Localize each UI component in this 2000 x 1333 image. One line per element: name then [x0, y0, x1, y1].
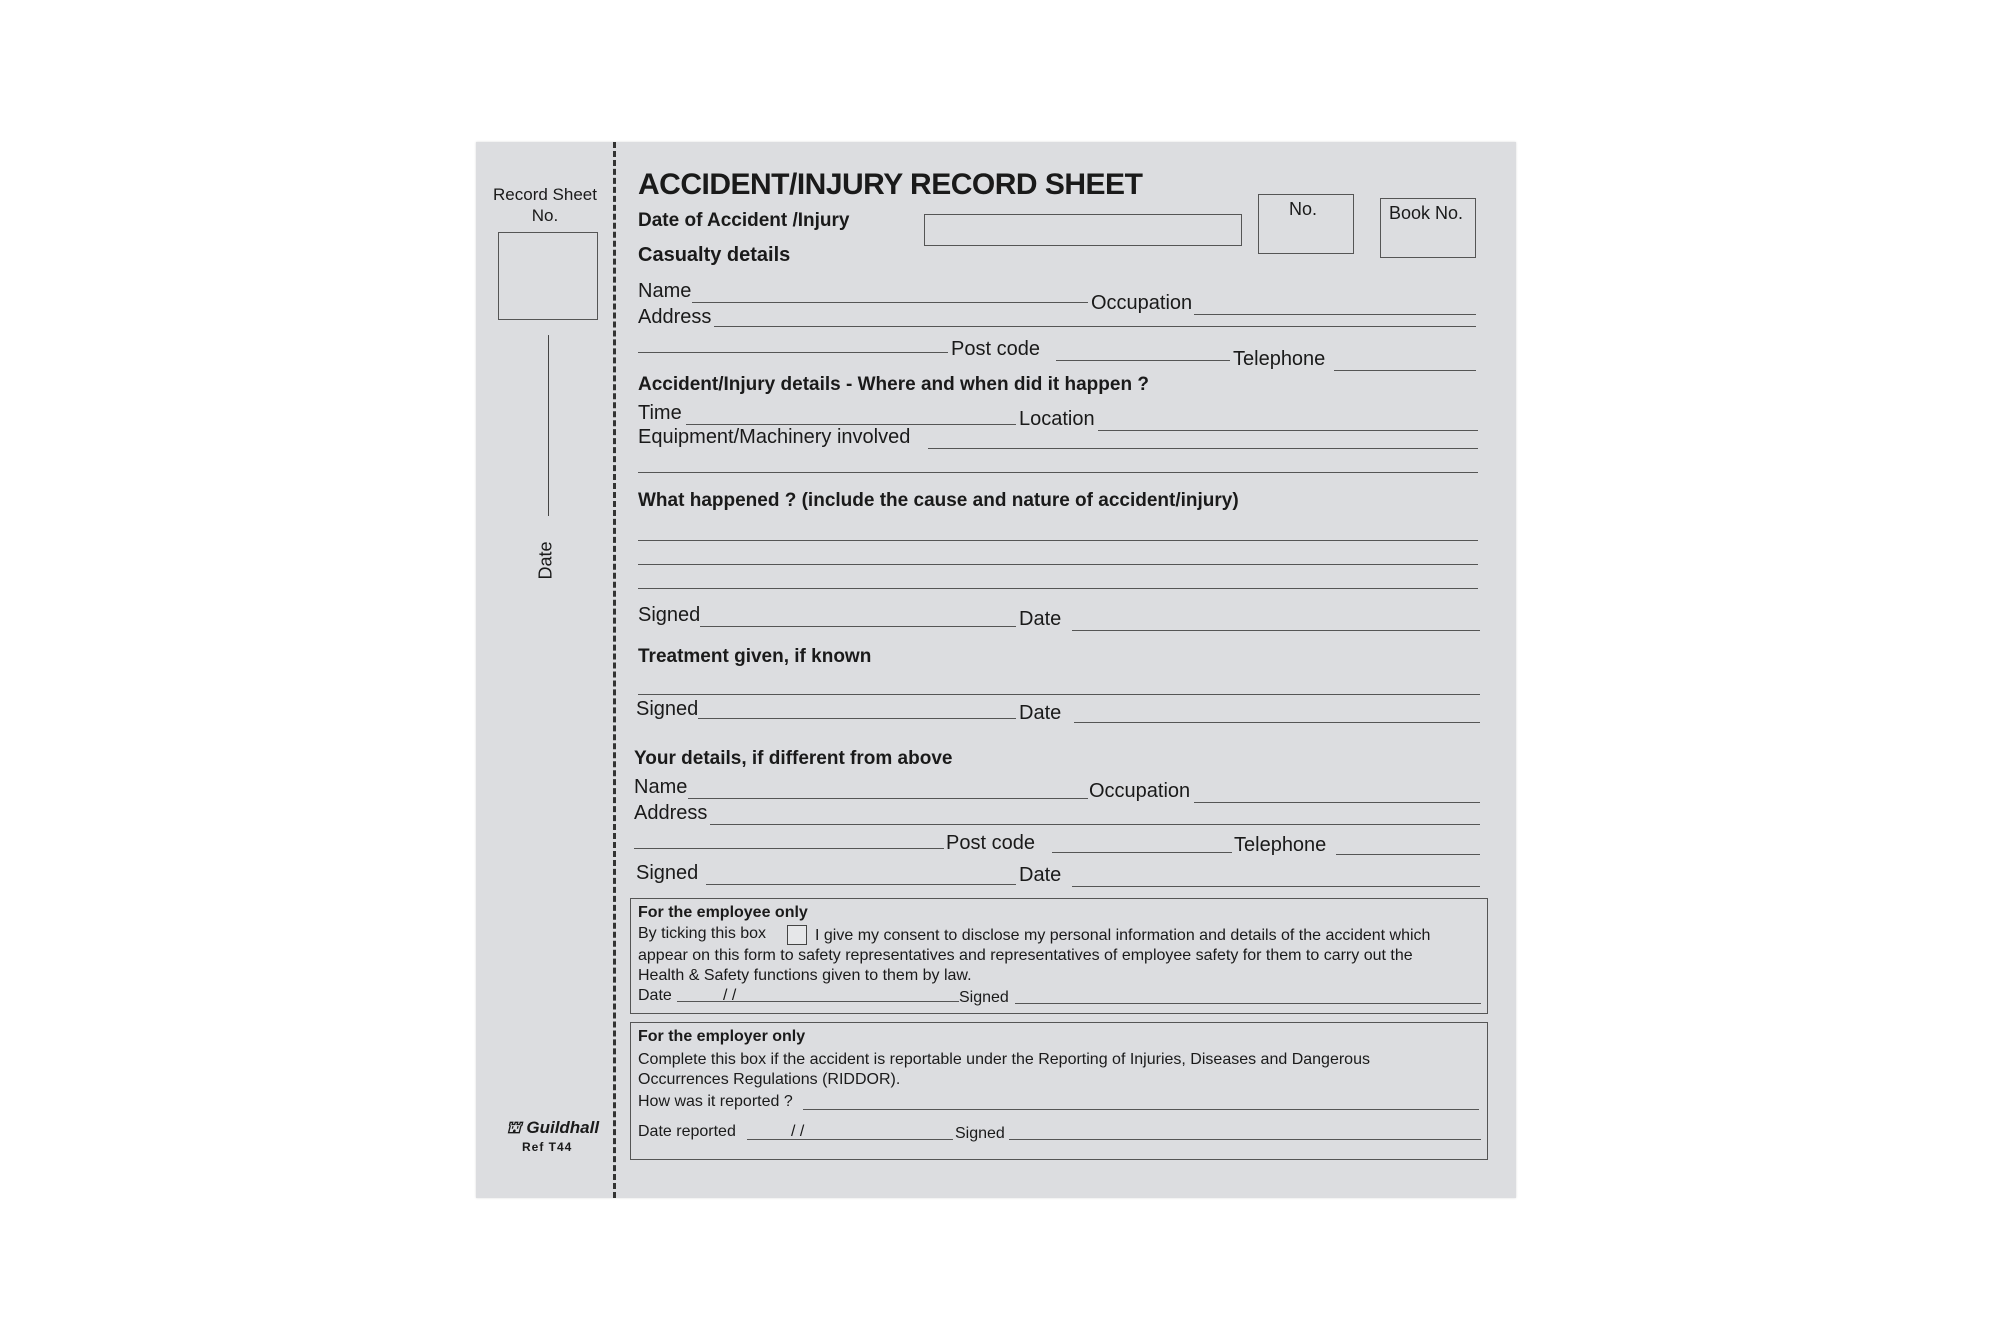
accident-time-label: Time [638, 402, 682, 424]
what-happened-signed-label: Signed [638, 604, 701, 626]
your-name-field[interactable] [688, 798, 1088, 799]
number-label: No. [1289, 199, 1318, 219]
casualty-address-field[interactable] [714, 326, 1476, 327]
casualty-telephone-field[interactable] [1334, 370, 1476, 371]
accident-location-field[interactable] [1098, 430, 1478, 431]
casualty-occupation-label: Occupation [1091, 292, 1193, 314]
what-happened-date-label: Date [1019, 608, 1062, 630]
accident-location-label: Location [1019, 408, 1095, 430]
what-happened-heading: What happened ? (include the cause and nature of accident/injury) [638, 490, 1239, 511]
stub-record-number-box[interactable] [498, 232, 598, 320]
what-happened-line-2[interactable] [638, 564, 1478, 565]
employer-line-2: Occurrences Regulations (RIDDOR). [638, 1071, 901, 1088]
casualty-name-label: Name [638, 280, 692, 302]
your-signed-label: Signed [636, 862, 699, 884]
treatment-signed-field[interactable] [698, 718, 1016, 719]
brand-logo: ⛫ Guildhall [506, 1118, 600, 1137]
accident-time-field[interactable] [686, 424, 1016, 425]
treatment-heading: Treatment given, if known [638, 646, 872, 667]
treatment-signed-label: Signed [636, 698, 699, 720]
employer-heading: For the employer only [638, 1028, 806, 1045]
employer-riddor-panel [630, 1022, 1488, 1160]
accident-details-heading: Accident/Injury details - Where and when did it happen ? [638, 374, 1149, 395]
brand-ref: Ref T44 [522, 1140, 573, 1154]
what-happened-date-field[interactable] [1072, 630, 1480, 631]
your-details-heading: Your details, if different from above [634, 748, 953, 769]
your-address-field[interactable] [710, 824, 1480, 825]
your-telephone-label: Telephone [1234, 834, 1327, 856]
your-name-label: Name [634, 776, 688, 798]
employee-consent-line-2: appear on this form to safety representatives and representatives of employee safety for them to carry out the [638, 947, 1413, 964]
accident-equipment-label: Equipment/Machinery involved [638, 426, 911, 448]
page-title: ACCIDENT/INJURY RECORD SHEET [638, 168, 1143, 201]
your-postcode-label: Post code [946, 832, 1035, 854]
perforation-line [613, 142, 616, 1198]
form-body [634, 142, 1504, 1198]
date-of-accident-label: Date of Accident /Injury [638, 210, 850, 231]
your-date-label: Date [1019, 864, 1062, 886]
employee-consent-prefix: By ticking this box [638, 925, 767, 942]
casualty-postcode-label: Post code [951, 338, 1040, 360]
casualty-heading: Casualty details [638, 244, 791, 266]
number-box[interactable] [1258, 194, 1354, 254]
stub-record-sheet-label: Record Sheet No. [493, 185, 597, 225]
date-reported-slashes: / / [791, 1123, 805, 1140]
stub-date-field[interactable] [535, 335, 556, 580]
brand-name: Guildhall [526, 1118, 600, 1137]
your-signed-field[interactable] [706, 884, 1016, 885]
book-number-label: Book No. [1389, 203, 1464, 223]
your-address-line-2[interactable] [634, 848, 944, 849]
employee-consent-line-3: Health & Safety functions given to them by law. [638, 967, 972, 984]
accident-equipment-line-2[interactable] [638, 472, 1478, 473]
your-occupation-field[interactable] [1194, 802, 1480, 803]
employee-signed-field[interactable] [1015, 1003, 1481, 1004]
what-happened-line-1[interactable] [638, 540, 1478, 541]
employer-line-1: Complete this box if the accident is reportable under the Reporting of Injuries, Diseases and Dangerous [638, 1051, 1370, 1068]
consent-checkbox[interactable] [787, 925, 807, 945]
how-reported-label: How was it reported ? [638, 1093, 793, 1110]
employer-signed-label: Signed [955, 1125, 1005, 1142]
what-happened-line-3[interactable] [638, 588, 1478, 589]
casualty-occupation-field[interactable] [1194, 314, 1476, 315]
casualty-postcode-field[interactable] [1056, 360, 1230, 361]
casualty-telephone-label: Telephone [1233, 348, 1326, 370]
employee-consent-line-1: I give my consent to disclose my personal information and details of the accident which [815, 927, 1431, 944]
date-of-accident-field[interactable] [924, 214, 1242, 246]
your-address-label: Address [634, 802, 708, 824]
employer-signed-field[interactable] [1009, 1139, 1481, 1140]
treatment-date-field[interactable] [1074, 722, 1480, 723]
date-reported-label: Date reported [638, 1123, 736, 1140]
employee-date-slashes: / / [723, 987, 737, 1004]
your-postcode-field[interactable] [1052, 852, 1232, 853]
treatment-line[interactable] [638, 694, 1480, 695]
employee-consent-panel [630, 898, 1488, 1014]
record-sheet-page [476, 142, 1516, 1198]
employee-date-field[interactable] [677, 1001, 959, 1002]
stub-date-label: Date [535, 541, 556, 580]
casualty-name-field[interactable] [692, 302, 1088, 303]
employee-heading: For the employee only [638, 904, 808, 921]
casualty-address-line-2[interactable] [638, 352, 948, 353]
treatment-date-label: Date [1019, 702, 1062, 724]
how-reported-field[interactable] [803, 1109, 1479, 1110]
record-stub [476, 142, 614, 1198]
your-occupation-label: Occupation [1089, 780, 1191, 802]
what-happened-signed-field[interactable] [700, 626, 1016, 627]
employee-signed-label: Signed [959, 989, 1009, 1006]
your-telephone-field[interactable] [1336, 854, 1480, 855]
your-date-field[interactable] [1072, 886, 1480, 887]
employee-date-label: Date [638, 987, 672, 1004]
casualty-address-label: Address [638, 306, 712, 328]
date-reported-field[interactable] [747, 1139, 953, 1140]
accident-equipment-field[interactable] [928, 448, 1478, 449]
book-number-box[interactable] [1380, 198, 1476, 258]
stub-date-line [548, 335, 549, 516]
